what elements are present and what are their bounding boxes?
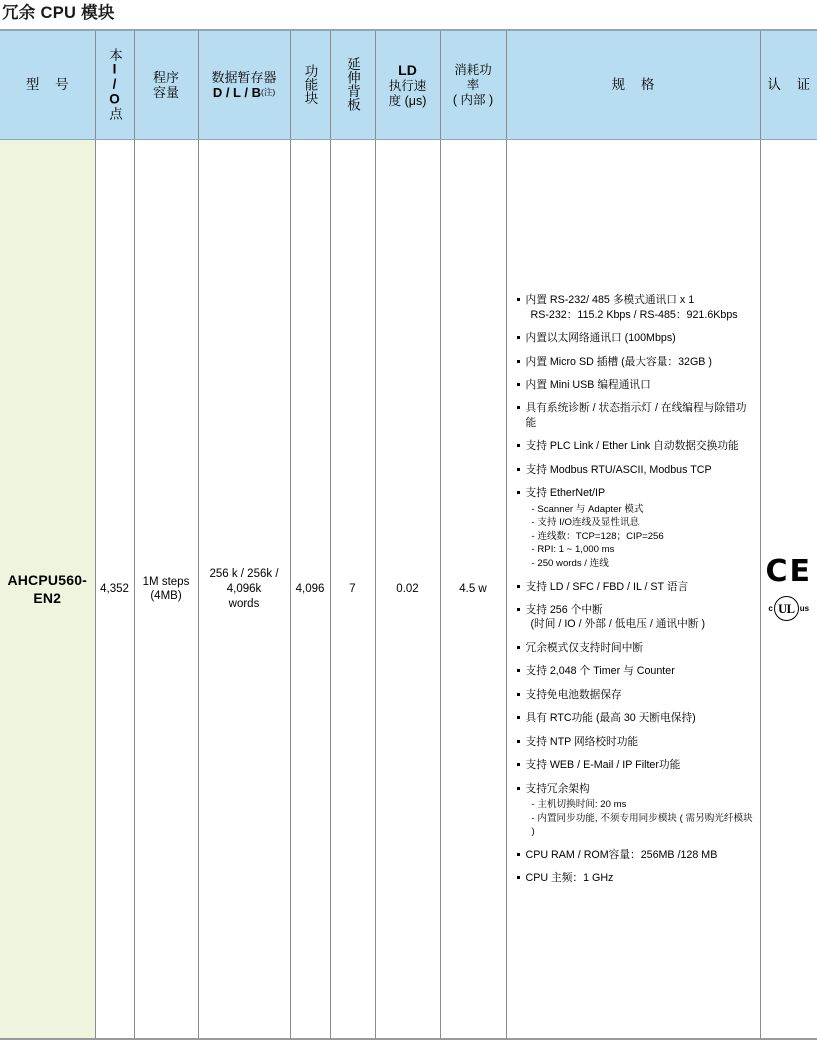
- col-header-local-io-label: 本I/O点: [107, 47, 123, 120]
- specification-item: [517, 439, 754, 453]
- specification-sub-item: - RPI: 1 ~ 1,000 ms: [531, 544, 615, 556]
- table-body: [0, 140, 817, 1040]
- specification-sub-list: [526, 503, 754, 571]
- specification-item-text: 内置以太网络通讯口 (100Mbps): [525, 332, 676, 345]
- cell-program-capacity: [134, 140, 198, 1040]
- col-header-function-block-label: 功能块: [302, 63, 318, 105]
- col-header-program-capacity: [134, 30, 198, 140]
- specification-sub-item: - 内置同步功能, 不须专用同步模块 ( 需另购光纤模块 ): [531, 812, 753, 838]
- function-block-value: 4,096: [295, 582, 325, 595]
- cell-local-io-points: [95, 140, 134, 1040]
- col-header-data-register-note: (注): [260, 87, 276, 98]
- specification-sub-item: - Scanner 与 Adapter 模式: [531, 503, 644, 515]
- specification-item: [517, 486, 754, 570]
- program-capacity-line1: 1M steps: [142, 575, 190, 588]
- specification-item-text: 支持 Modbus RTU/ASCII, Modbus TCP: [525, 463, 712, 476]
- cell-function-block: [290, 140, 330, 1040]
- specification-item-text: 支持 EtherNet/IP: [525, 487, 606, 500]
- specification-item: [517, 580, 754, 594]
- specification-item-text: CPU RAM / ROM容量：256MB /128 MB: [525, 848, 718, 861]
- col-header-ld-speed-line2: 执行速: [388, 78, 427, 93]
- specification-item: [517, 711, 754, 725]
- col-header-ld-speed-line1: LD: [398, 62, 417, 79]
- specification-item-text: 内置 Mini USB 编程通讯口: [525, 378, 651, 391]
- col-header-data-register-line2: D / L / B: [212, 85, 261, 101]
- col-header-program-capacity-line1: 程序: [152, 70, 179, 86]
- specification-item: [517, 848, 754, 862]
- table-header: [0, 30, 817, 140]
- col-header-specification: [506, 30, 760, 140]
- specification-sub-item: - 支持 I/O连线及显性讯息: [531, 517, 640, 529]
- certification-marks: [761, 554, 817, 621]
- cell-extension-backplane: [330, 140, 375, 1040]
- col-header-ld-speed-line3: 度 (μs): [388, 93, 427, 108]
- col-header-model: [0, 30, 95, 140]
- cell-data-register: [198, 140, 290, 1040]
- col-header-power-consumption: [440, 30, 506, 140]
- specification-item-text: 支持冗余架构: [525, 782, 590, 795]
- specification-item: [517, 378, 754, 392]
- extension-backplane-value: 7: [349, 582, 356, 595]
- specification-item: [517, 688, 754, 702]
- specification-item-text: CPU 主频：1 GHz: [525, 872, 614, 885]
- specification-item-subtext: RS-232：115.2 Kbps / RS-485：921.6Kbps: [530, 308, 738, 321]
- col-header-specification-label: 规 格: [611, 77, 661, 93]
- local-io-points-value: 4,352: [100, 582, 129, 595]
- data-register-line2: words: [228, 597, 260, 610]
- col-header-power-line3: ( 内部 ): [452, 92, 494, 107]
- specification-item-subtext: (时间 / IO / 外部 / 低电压 / 通讯中断 ): [530, 618, 706, 631]
- specification-item-text: 具有系统诊断 / 状态指示灯 / 在线编程与除错功能: [525, 402, 747, 429]
- specification-sub-item: - 连线数：TCP=128；CIP=256: [531, 530, 664, 542]
- ul-mark-prefix: c: [768, 603, 773, 613]
- page-title: 冗余 CPU 模块: [2, 4, 115, 22]
- specification-item: [517, 664, 754, 678]
- cell-specification: [506, 140, 760, 1040]
- col-header-function-block: [290, 30, 330, 140]
- data-register-line1: 256 k / 256k / 4,096k: [209, 568, 279, 595]
- specification-item-text: 支持免电池数据保存: [525, 688, 622, 701]
- specification-item: [517, 603, 754, 632]
- ul-mark-suffix: us: [799, 603, 810, 613]
- specification-item-text: 支持 PLC Link / Ether Link 自动数据交换功能: [525, 440, 739, 453]
- specification-item: [517, 758, 754, 772]
- cell-ld-speed: [375, 140, 440, 1040]
- specification-item: [517, 871, 754, 885]
- col-header-model-label: 型 号: [25, 77, 75, 93]
- specification-item: [517, 331, 754, 345]
- specification-item-text: 支持 2,048 个 Timer 与 Counter: [525, 665, 675, 678]
- specification-item: [517, 401, 754, 430]
- col-header-local-io: [95, 30, 134, 140]
- specification-item-text: 支持 256 个中断: [525, 604, 603, 617]
- ul-mark-center: UL: [774, 596, 799, 621]
- specification-item-text: 内置 Micro SD 插槽 (最大容量：32GB ): [525, 355, 712, 368]
- col-header-extension-backplane-label: 延伸背板: [345, 56, 361, 111]
- specification-item: [517, 641, 754, 655]
- col-header-program-capacity-line2: 容量: [152, 85, 179, 101]
- specification-sub-item: - 主机切换时间: 20 ms: [531, 798, 627, 810]
- cell-power-consumption: [440, 140, 506, 1040]
- model-name-line1: AHCPU560-: [7, 572, 88, 589]
- specification-sub-item: - 250 words / 连线: [531, 558, 609, 569]
- specification-item: [517, 463, 754, 477]
- cpu-spec-table: [0, 29, 817, 1040]
- header-row: [0, 30, 817, 140]
- specification-sub-list: [526, 798, 754, 839]
- ld-speed-value: 0.02: [396, 582, 419, 595]
- col-header-certification-label: 认 证: [767, 77, 817, 93]
- specification-item: [517, 735, 754, 749]
- program-capacity-line2: (4MB): [150, 590, 182, 603]
- ul-listed-mark-icon: [768, 596, 809, 621]
- table-row: [0, 140, 817, 1040]
- col-header-certification: [760, 30, 817, 140]
- power-consumption-value: 4.5 w: [459, 582, 487, 595]
- specification-item: [517, 355, 754, 369]
- specification-item: [517, 293, 754, 322]
- cell-model: [0, 140, 95, 1040]
- col-header-data-register: [198, 30, 290, 140]
- specification-list: [507, 293, 760, 886]
- cell-certification: [760, 140, 817, 1040]
- col-header-extension-backplane: [330, 30, 375, 140]
- ce-mark-icon: CE: [765, 554, 812, 590]
- col-header-power-line2: 率: [466, 78, 480, 93]
- specification-item-text: 支持 WEB / E-Mail / IP Filter功能: [525, 759, 681, 772]
- specification-item: [517, 782, 754, 839]
- col-header-data-register-line1: 数据暂存器: [211, 70, 277, 86]
- col-header-ld-speed: [375, 30, 440, 140]
- specification-item-text: 支持 LD / SFC / FBD / IL / ST 语言: [525, 580, 689, 593]
- specification-item-text: 支持 NTP 网络校时功能: [525, 735, 639, 748]
- model-name-line2: EN2: [33, 590, 62, 607]
- specification-item-text: 冗余模式仅支持时间中断: [525, 641, 644, 654]
- specification-item-text: 具有 RTC功能 (最高 30 天断电保持): [525, 712, 696, 725]
- col-header-power-line1: 消耗功: [454, 63, 492, 78]
- specification-item-text: 内置 RS-232/ 485 多模式通讯口 x 1: [525, 294, 695, 307]
